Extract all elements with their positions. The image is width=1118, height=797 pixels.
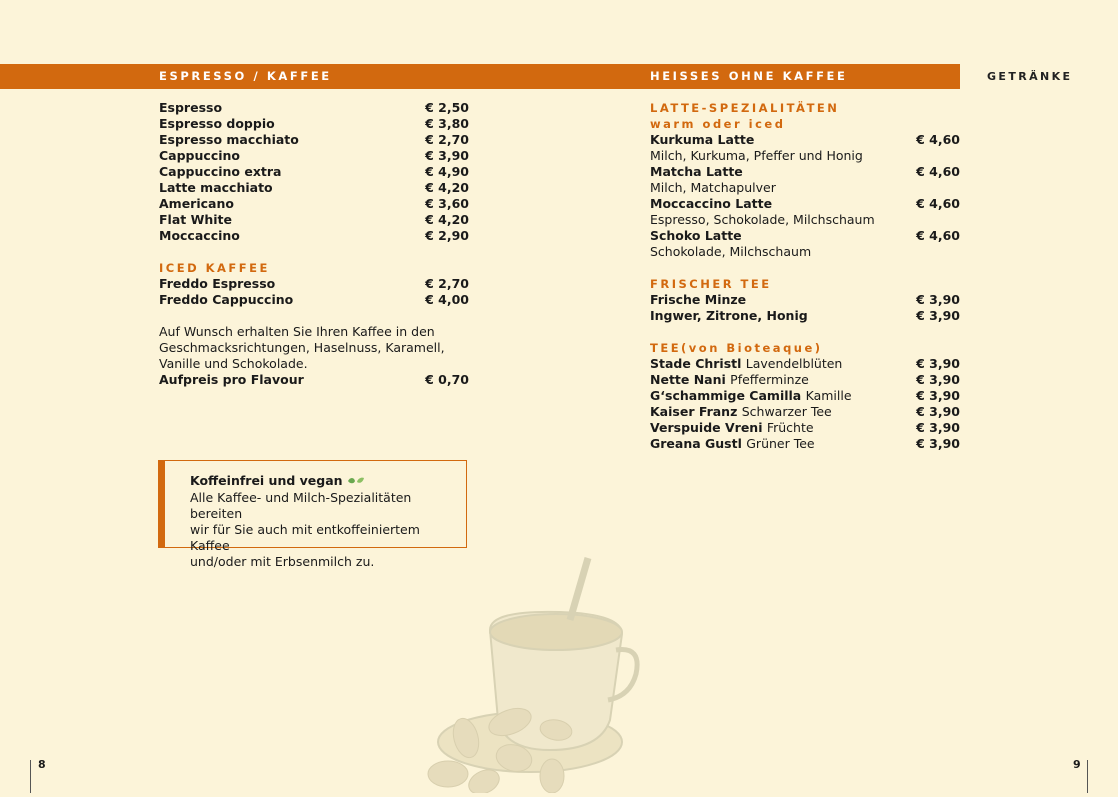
leaf-icon	[347, 474, 365, 490]
menu-item: Americano € 3,60	[159, 196, 469, 211]
menu-item: Kaiser Franz Schwarzer Tee € 3,90	[650, 404, 960, 419]
flavour-note: Auf Wunsch erhalten Sie Ihren Kaffee in den Geschmacksrichtungen, Haselnuss, Karamell, Vanille und Schokolade.	[159, 324, 445, 371]
menu-item: Verspuide Vreni Früchte € 3,90	[650, 420, 960, 435]
menu-item: Cappuccino € 3,90	[159, 148, 469, 163]
menu-item: Nette Nani Pfefferminze € 3,90	[650, 372, 960, 387]
left-column	[159, 100, 469, 388]
page-number-right: 9	[1073, 758, 1081, 771]
flavour-surcharge: Aufpreis pro Flavour € 0,70	[159, 372, 469, 387]
menu-item: Moccaccino Latte € 4,60	[650, 196, 960, 211]
menu-item: Cappuccino extra € 4,90	[159, 164, 469, 179]
tee-heading: TEE(von Bioteaque)	[650, 341, 823, 355]
info-box-line: wir für Sie auch mit entkoffeiniertem Kaffee	[190, 521, 420, 553]
iced-kaffee-heading: ICED KAFFEE	[159, 261, 270, 275]
menu-item: Flat White € 4,20	[159, 212, 469, 227]
menu-item: Latte macchiato € 4,20	[159, 180, 469, 195]
frischer-tee-heading: FRISCHER TEE	[650, 277, 772, 291]
latte-subheading: warm oder iced	[650, 117, 786, 131]
page-margin-line-right	[1087, 760, 1088, 793]
menu-item: Greana Gustl Grüner Tee € 3,90	[650, 436, 960, 451]
menu-item-description: Schokolade, Milchschaum	[650, 244, 812, 259]
menu-item: Freddo Cappuccino € 4,00	[159, 292, 469, 307]
menu-item: Frische Minze € 3,90	[650, 292, 960, 307]
info-box-title: Koffeinfrei und vegan	[190, 473, 460, 490]
menu-item: Kurkuma Latte € 4,60	[650, 132, 960, 147]
info-box-accent-bar	[158, 460, 165, 548]
right-column	[650, 100, 960, 452]
section-title-espresso: ESPRESSO / KAFFEE	[159, 69, 332, 83]
menu-item: Freddo Espresso € 2,70	[159, 276, 469, 291]
menu-item-description: Milch, Kurkuma, Pfeffer und Honig	[650, 148, 863, 163]
page-number-left: 8	[38, 758, 46, 771]
info-box-line: Alle Kaffee- und Milch-Spezialitäten bereiten	[190, 489, 412, 521]
menu-item: Matcha Latte € 4,60	[650, 164, 960, 179]
info-box-line: und/oder mit Erbsenmilch zu.	[190, 553, 375, 569]
menu-item: Espresso macchiato € 2,70	[159, 132, 469, 147]
section-title-heisses: HEISSES OHNE KAFFEE	[650, 69, 848, 83]
menu-item: Schoko Latte € 4,60	[650, 228, 960, 243]
page-category-title: GETRÄNKE	[987, 70, 1073, 83]
info-box-koffeinfrei	[158, 460, 467, 569]
menu-item: Espresso € 2,50	[159, 100, 469, 115]
menu-item: Stade Christl Lavendelblüten € 3,90	[650, 356, 960, 371]
latte-heading: LATTE-SPEZIALITÄTEN	[650, 101, 840, 115]
menu-item: G‘schammige Camilla Kamille € 3,90	[650, 388, 960, 403]
menu-item: Espresso doppio € 3,80	[159, 116, 469, 131]
menu-item-description: Espresso, Schokolade, Milchschaum	[650, 212, 875, 227]
menu-item-description: Milch, Matchapulver	[650, 180, 776, 195]
menu-item: Moccaccino € 2,90	[159, 228, 469, 243]
page-margin-line-left	[30, 760, 31, 793]
coffee-cup-illustration	[410, 550, 650, 797]
menu-item: Ingwer, Zitrone, Honig € 3,90	[650, 308, 960, 323]
